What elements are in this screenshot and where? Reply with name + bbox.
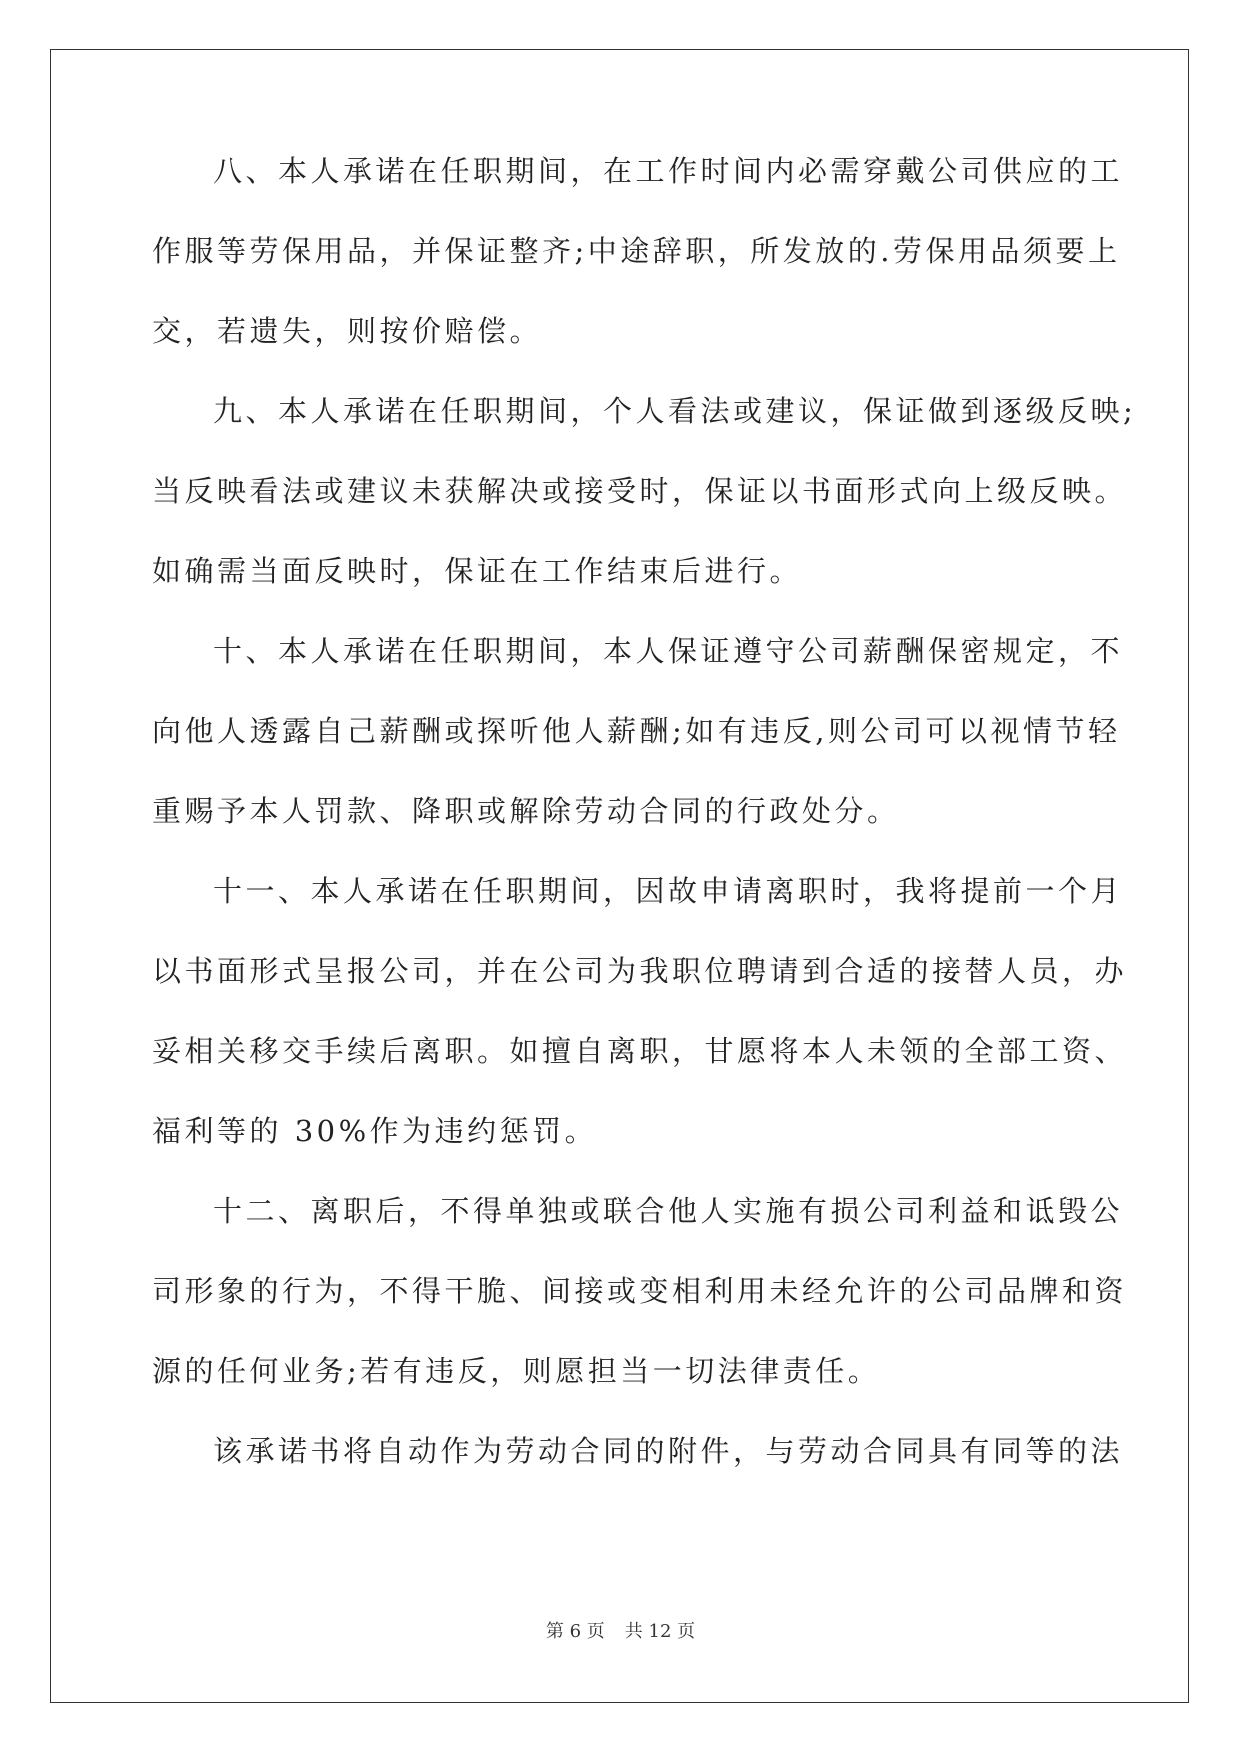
text-line: 以书面形式呈报公司，并在公司为我职位聘请到合适的接替人员，办 [152, 954, 1128, 988]
text-line: 司形象的行为，不得干脆、间接或变相利用未经允许的公司品牌和资 [152, 1274, 1128, 1308]
page-total: 共 12 页 [624, 1621, 696, 1642]
page-number: 第 6 页 [545, 1621, 605, 1642]
text-line: 十、本人承诺在任职期间，本人保证遵守公司薪酬保密规定，不 [213, 634, 1124, 668]
text-line: 十二、离职后，不得单独或联合他人实施有损公司利益和诋毁公 [213, 1194, 1124, 1228]
text-line: 如确需当面反映时，保证在工作结束后进行。 [152, 554, 803, 588]
page-footer [0, 1620, 1241, 1644]
text-line: 九、本人承诺在任职期间，个人看法或建议，保证做到逐级反映; [213, 394, 1137, 428]
text-line: 向他人透露自己薪酬或探听他人薪酬;如有违反,则公司可以视情节轻 [152, 714, 1121, 748]
text-line: 福利等的 30%作为违约惩罚。 [152, 1114, 598, 1148]
text-line: 妥相关移交手续后离职。如擅自离职，甘愿将本人未领的全部工资、 [152, 1034, 1128, 1068]
text-line: 重赐予本人罚款、降职或解除劳动合同的行政处分。 [152, 794, 900, 828]
text-line: 八、本人承诺在任职期间，在工作时间内必需穿戴公司供应的工 [213, 154, 1124, 188]
text-line: 作服等劳保用品，并保证整齐;中途辞职，所发放的.劳保用品须要上 [152, 234, 1121, 268]
text-line: 交，若遗失，则按价赔偿。 [152, 314, 543, 348]
text-line: 十一、本人承诺在任职期间，因故申请离职时，我将提前一个月 [213, 874, 1124, 908]
text-line: 当反映看法或建议未获解决或接受时，保证以书面形式向上级反映。 [152, 474, 1128, 508]
text-line: 源的任何业务;若有违反，则愿担当一切法律责任。 [152, 1354, 881, 1388]
text-line: 该承诺书将自动作为劳动合同的附件，与劳动合同具有同等的法 [213, 1434, 1124, 1468]
